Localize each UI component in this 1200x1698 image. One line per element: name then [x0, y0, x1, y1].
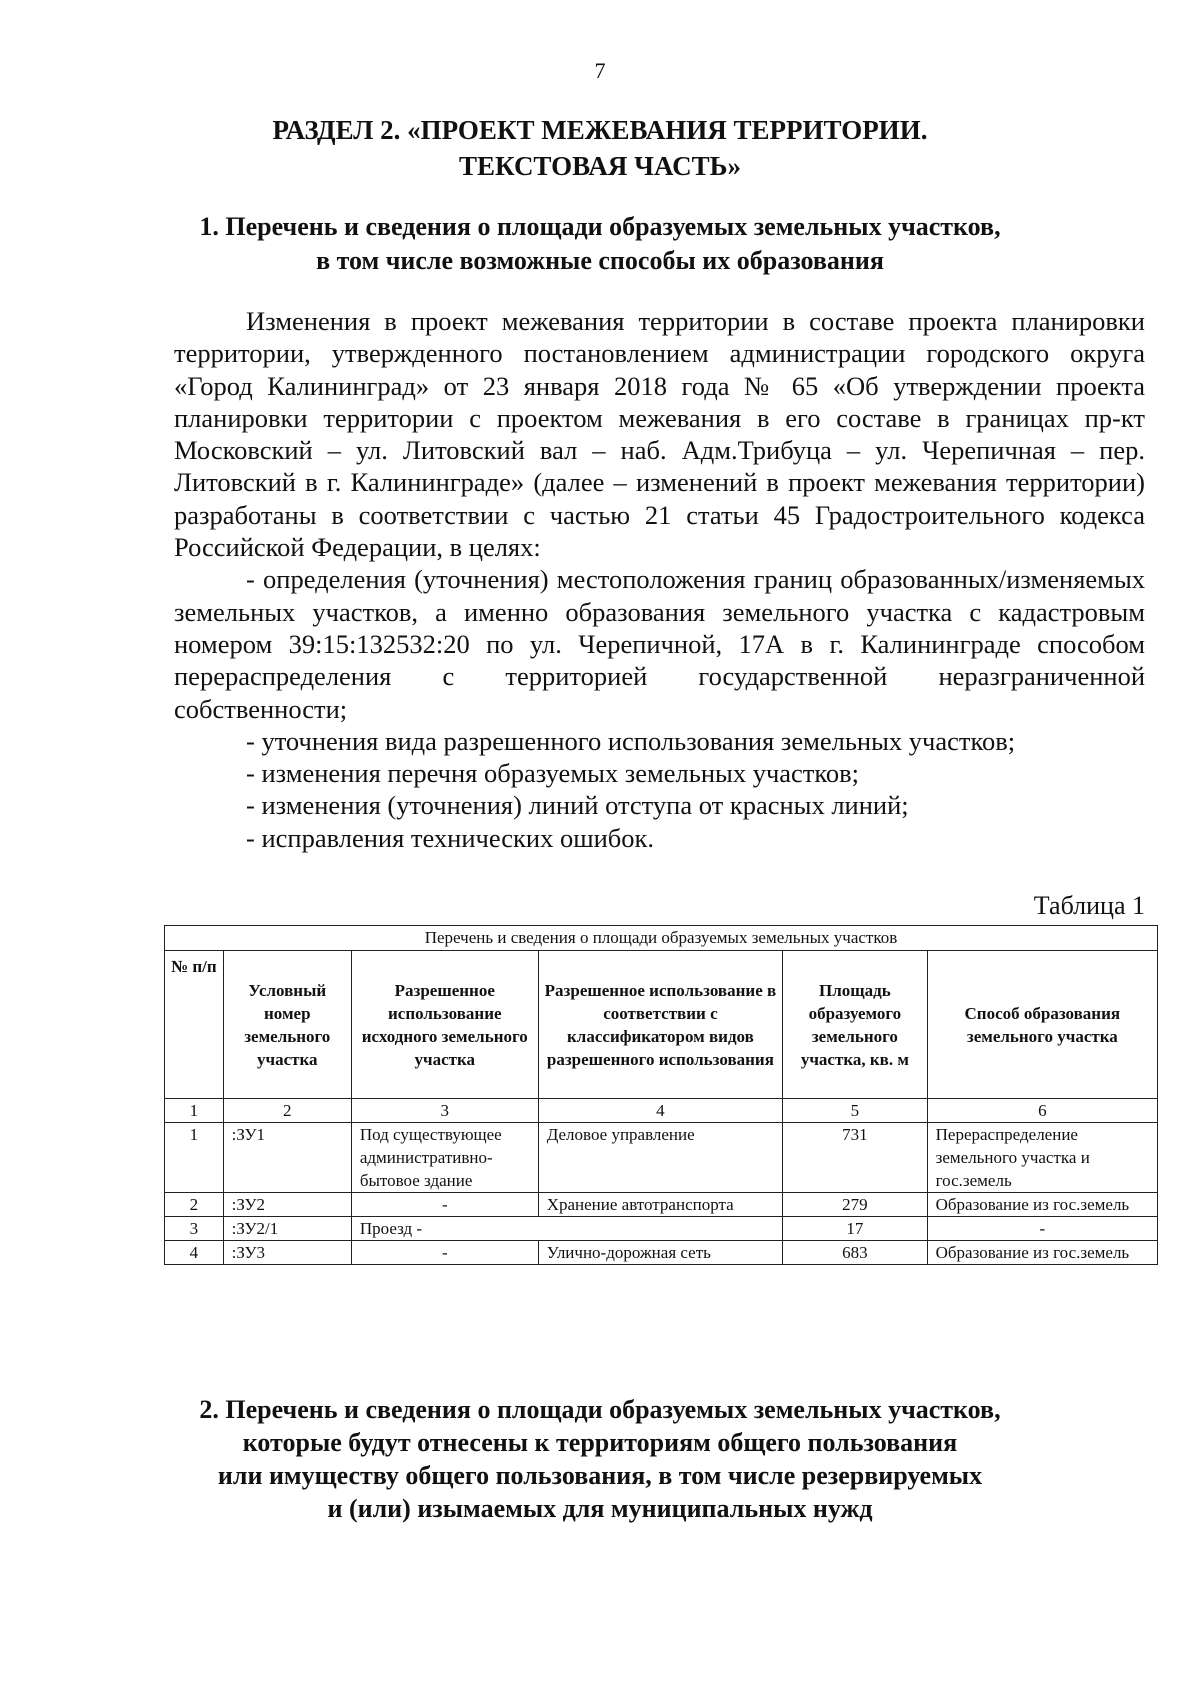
table-row: [165, 1241, 1158, 1265]
heading-2-line-4: и (или) изымаемых для муниципальных нужд: [327, 1494, 873, 1523]
formation-method: Перераспределение земельного участка и гос.земель: [927, 1123, 1157, 1193]
body-text: [174, 305, 1145, 854]
plot-id: :ЗУ1: [223, 1123, 351, 1193]
merged-use: Проезд -: [351, 1217, 782, 1241]
heading-1-line-2: в том числе возможные способы их образования: [316, 246, 884, 275]
column-number: 1: [165, 1099, 224, 1123]
row-number: 3: [165, 1217, 224, 1241]
column-number: 6: [927, 1099, 1157, 1123]
heading-2: [0, 1393, 1200, 1525]
heading-2-line-1: 2. Перечень и сведения о площади образуемых земельных участков,: [199, 1395, 1001, 1424]
formation-method: Образование из гос.земель: [927, 1241, 1157, 1265]
header-number: № п/п: [165, 951, 224, 1099]
table-caption: Перечень и сведения о площади образуемых земельных участков: [165, 926, 1158, 951]
area: 731: [783, 1123, 927, 1193]
classified-use: Улично-дорожная сеть: [538, 1241, 782, 1265]
header-classified-use: Разрешенное использование в соответствии с классификатором видов разрешенного использования: [538, 951, 782, 1099]
section-title-line-1: РАЗДЕЛ 2. «ПРОЕКТ МЕЖЕВАНИЯ ТЕРРИТОРИИ.: [272, 115, 928, 145]
goal-item: - уточнения вида разрешенного использования земельных участков;: [246, 725, 1016, 756]
land-plots-table: [164, 925, 1158, 1265]
intro-paragraph: Изменения в проект межевания территории в составе проекта планировки территории, утвержденного постановлением администрации городского округа «Город Калининград» от 23 января 2018 года № 65 «Об утверждении проекта планировки территории с проектом межевания в его составе в границах пр-кт Московский – ул. Литовский вал – наб. Адм.Трибуца – ул. Черепичная – пер. Литовский в г. Калининграде» (далее – изменений в проект межевания территории) разработаны в соответствии с частью 21 статьи 45 Градостроительного кодекса Российской Федерации, в целях:: [174, 306, 1145, 563]
formation-method: -: [927, 1217, 1157, 1241]
plot-id: :ЗУ3: [223, 1241, 351, 1265]
column-number: 5: [783, 1099, 927, 1123]
heading-2-line-2: которые будут отнесены к территориям общего пользования: [242, 1428, 958, 1457]
original-use: Под существующее административно-бытовое здание: [351, 1123, 538, 1193]
table-caption-row: [165, 926, 1158, 951]
table-header-row: [165, 951, 1158, 1099]
table-row: [165, 1193, 1158, 1217]
original-use: -: [351, 1193, 538, 1217]
classified-use: Хранение автотранспорта: [538, 1193, 782, 1217]
header-plot-id: Условный номер земельного участка: [223, 951, 351, 1099]
area: 683: [783, 1241, 927, 1265]
table-row: [165, 1217, 1158, 1241]
row-number: 4: [165, 1241, 224, 1265]
plot-id: :ЗУ2: [223, 1193, 351, 1217]
header-formation-method: Способ образования земельного участка: [927, 951, 1157, 1099]
area: 279: [783, 1193, 927, 1217]
row-number: 2: [165, 1193, 224, 1217]
heading-1-line-1: 1. Перечень и сведения о площади образуемых земельных участков,: [199, 212, 1001, 241]
column-number-row: [165, 1099, 1158, 1123]
heading-1: [0, 210, 1200, 278]
original-use: -: [351, 1241, 538, 1265]
section-title: [0, 112, 1200, 184]
goal-item: - изменения (уточнения) линий отступа от красных линий;: [246, 790, 909, 821]
plot-id: :ЗУ2/1: [223, 1217, 351, 1241]
page-number: 7: [594, 58, 606, 83]
goal-item: - изменения перечня образуемых земельных участков;: [246, 758, 860, 789]
column-number: 2: [223, 1099, 351, 1123]
column-number: 3: [351, 1099, 538, 1123]
classified-use: Деловое управление: [538, 1123, 782, 1193]
section-title-line-2: ТЕКСТОВАЯ ЧАСТЬ»: [459, 151, 741, 181]
header-original-use: Разрешенное использование исходного земельного участка: [351, 951, 538, 1099]
area: 17: [783, 1217, 927, 1241]
row-number: 1: [165, 1123, 224, 1193]
table-row: [165, 1123, 1158, 1193]
goal-item: - определения (уточнения) местоположения границ образованных/изменяемых земельных участков, а именно образования земельного участка с кадастровым номером 39:15:132532:20 по ул. Черепичной, 17А в г. Калининграде способом перераспределения с территорией государственной неразграниченной собственности;: [174, 564, 1145, 724]
formation-method: Образование из гос.земель: [927, 1193, 1157, 1217]
heading-2-line-3: или имуществу общего пользования, в том числе резервируемых: [217, 1461, 983, 1490]
table-label: Таблица 1: [1033, 891, 1145, 920]
column-number: 4: [538, 1099, 782, 1123]
goal-item: - исправления технических ошибок.: [246, 822, 655, 853]
header-area: Площадь образуемого земельного участка, кв. м: [783, 951, 927, 1099]
